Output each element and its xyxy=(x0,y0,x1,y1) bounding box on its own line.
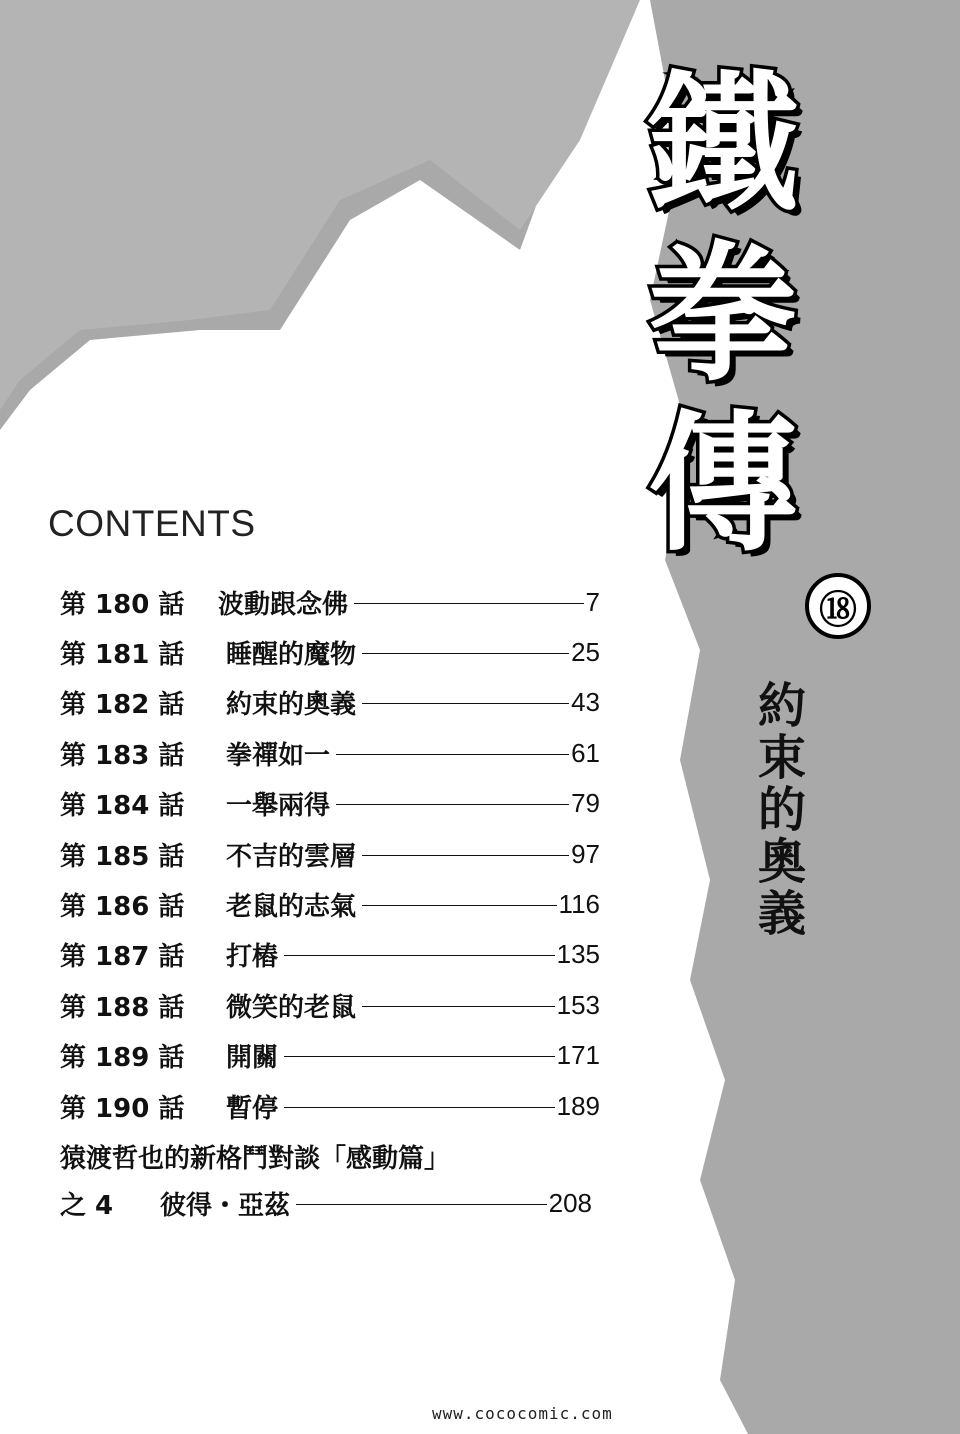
volume-subtitle xyxy=(752,680,812,940)
chapter-number: 第 183 話 xyxy=(60,740,185,771)
chapter-title: 約束的奧義 xyxy=(226,690,357,721)
chapter-number: 第 190 話 xyxy=(60,1093,185,1124)
page-number: 153 xyxy=(556,989,600,1020)
toc-row xyxy=(60,930,600,980)
toc-row xyxy=(60,627,600,677)
toc-row xyxy=(60,577,600,627)
leader-line xyxy=(284,1107,555,1108)
chapter-number: 第 189 話 xyxy=(60,1043,185,1074)
chapter-number: 第 180 話 xyxy=(60,589,185,620)
page-number: 116 xyxy=(558,889,600,920)
subtitle-char: 約 xyxy=(757,678,806,734)
subtitle-char: 束 xyxy=(757,730,806,786)
leader-line xyxy=(362,905,557,906)
page-number: 171 xyxy=(556,1040,600,1071)
leader-line xyxy=(362,855,569,856)
leader-line xyxy=(296,1204,547,1205)
toc-row xyxy=(60,1031,600,1081)
toc-row xyxy=(60,980,600,1030)
leader-line xyxy=(362,703,569,704)
volume-number-badge: ⑱ xyxy=(805,573,871,639)
page-number: 208 xyxy=(548,1187,592,1218)
leader-line xyxy=(284,955,555,956)
chapter-number: 第 187 話 xyxy=(60,942,185,973)
leader-line xyxy=(336,804,569,805)
chapter-title: 睡醒的魔物 xyxy=(226,640,357,671)
chapter-title: 老鼠的志氣 xyxy=(226,892,357,923)
chapter-number: 第 185 話 xyxy=(60,841,185,872)
special-feature-heading: 猿渡哲也的新格鬥對談「感動篇」 xyxy=(60,1144,451,1174)
chapter-number: 第 182 話 xyxy=(60,690,185,721)
chapter-number: 第 184 話 xyxy=(60,791,185,822)
chapter-title: 打樁 xyxy=(226,942,279,973)
page-number: 43 xyxy=(571,687,600,718)
page-number: 61 xyxy=(571,737,600,768)
subtitle-char: 的 xyxy=(757,782,806,838)
special-feature-row xyxy=(60,1178,592,1228)
toc-row xyxy=(60,829,600,879)
chapter-title: 不吉的雲層 xyxy=(226,841,357,872)
chapter-number: 第 181 話 xyxy=(60,640,185,671)
toc-row xyxy=(60,779,600,829)
chapter-number: 第 188 話 xyxy=(60,992,185,1023)
leader-line xyxy=(362,653,569,654)
title-char-1: 鐵 xyxy=(648,58,799,232)
special-feature-title: 彼得・亞茲 xyxy=(160,1190,291,1221)
subtitle-char: 義 xyxy=(757,886,806,942)
chapter-title: 開關 xyxy=(226,1043,279,1074)
toc-row xyxy=(60,879,600,929)
toc-row xyxy=(60,1081,600,1131)
toc-row xyxy=(60,728,600,778)
title-char-3: 傳 xyxy=(648,398,799,572)
page-number: 189 xyxy=(556,1090,600,1121)
footer-url: www.cococomic.com xyxy=(432,1404,613,1423)
contents-heading: CONTENTS xyxy=(48,503,256,544)
subtitle-char: 奧 xyxy=(757,834,806,890)
leader-line xyxy=(354,603,584,604)
page-number: 97 xyxy=(571,838,600,869)
chapter-title: 一舉兩得 xyxy=(226,791,331,822)
series-title-logo xyxy=(630,58,940,590)
leader-line xyxy=(284,1056,555,1057)
page-number: 25 xyxy=(571,637,600,668)
page-number: 135 xyxy=(556,939,600,970)
chapter-title: 拳禪如一 xyxy=(226,740,331,771)
leader-line xyxy=(336,754,569,755)
toc-row xyxy=(60,678,600,728)
title-char-2: 拳 xyxy=(648,228,799,402)
chapter-number: 第 186 話 xyxy=(60,892,185,923)
special-feature-prefix: 之 4 xyxy=(60,1190,114,1221)
chapter-title: 暫停 xyxy=(226,1093,279,1124)
chapter-title: 微笑的老鼠 xyxy=(226,992,357,1023)
page-number: 7 xyxy=(585,586,600,617)
table-of-contents xyxy=(60,577,600,1131)
chapter-title: 波動跟念佛 xyxy=(218,589,349,620)
leader-line xyxy=(362,1006,555,1007)
page-number: 79 xyxy=(571,788,600,819)
